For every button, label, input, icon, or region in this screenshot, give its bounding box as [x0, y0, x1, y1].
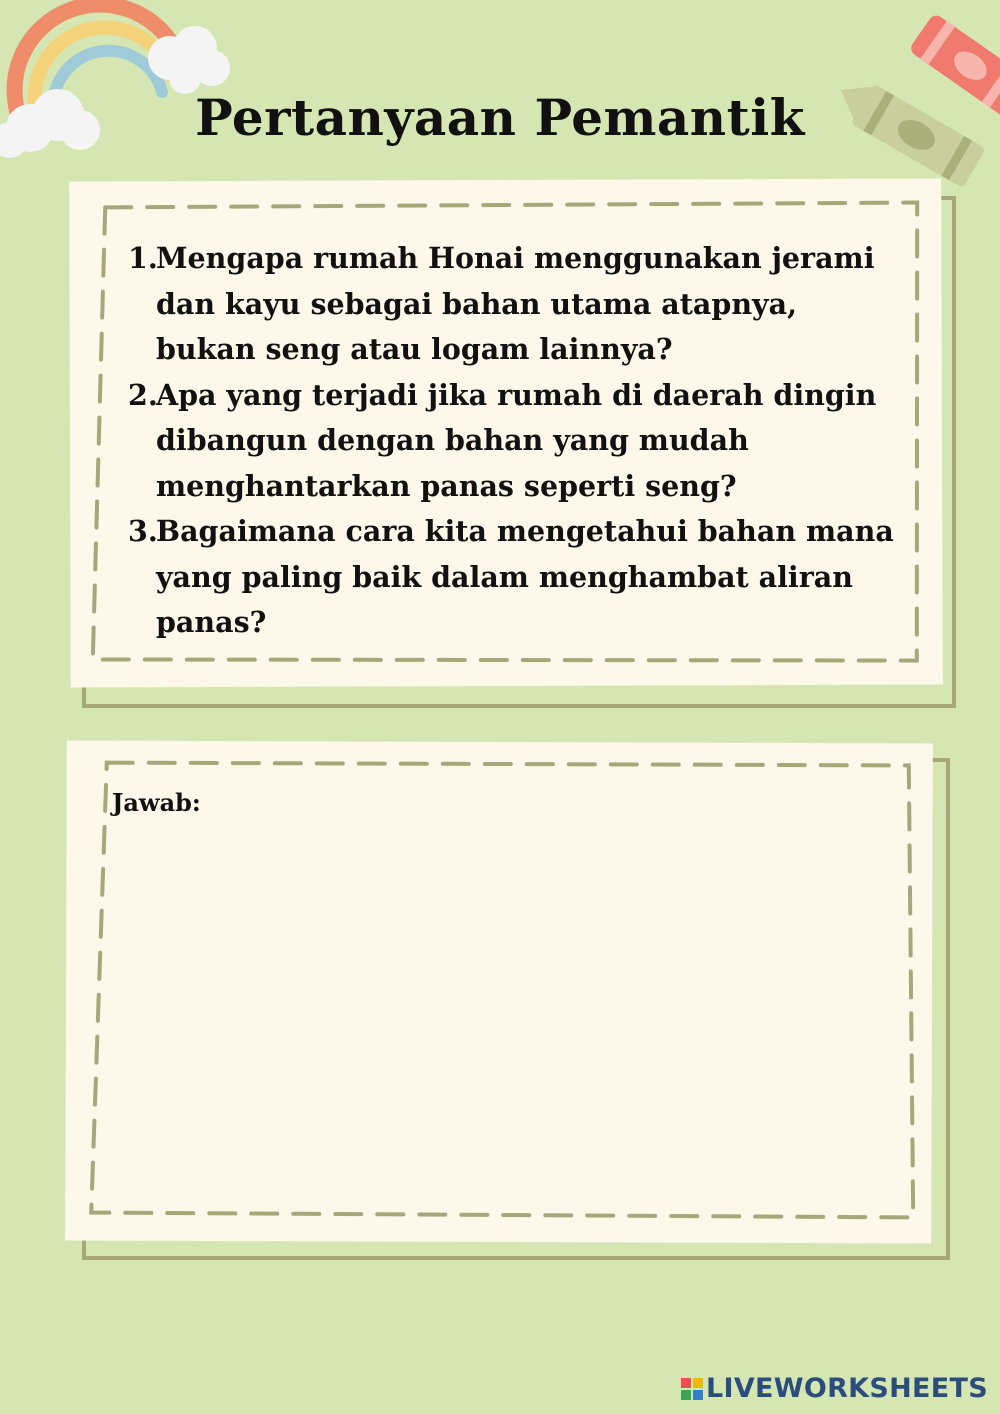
- question-number: 1.: [128, 241, 158, 275]
- question-item: [128, 236, 898, 373]
- brand-name: LIVEWORKSHEETS: [705, 1373, 988, 1404]
- question-list: [128, 236, 898, 646]
- page-title: Pertanyaan Pemantik: [195, 88, 805, 147]
- liveworksheets-logo-icon: [681, 1378, 703, 1400]
- question-number: 3.: [128, 514, 158, 548]
- liveworksheets-logo: [681, 1373, 988, 1404]
- question-number: 2.: [128, 377, 158, 412]
- question-text: Bagaimana cara kita mengetahui bahan mana yang paling baik dalam menghambat aliran panas?: [156, 514, 894, 639]
- question-text: Mengapa rumah Honai menggunakan jerami dan kayu sebagai bahan utama atapnya, bukan seng atau logam lainnya?: [156, 241, 875, 366]
- question-text: Apa yang terjadi jika rumah di daerah dingin dibangun dengan bahan yang mudah menghantarkan panas seperti seng?: [156, 377, 877, 503]
- question-item: [128, 373, 898, 510]
- question-item: [128, 509, 898, 646]
- answer-label: Jawab:: [112, 788, 201, 817]
